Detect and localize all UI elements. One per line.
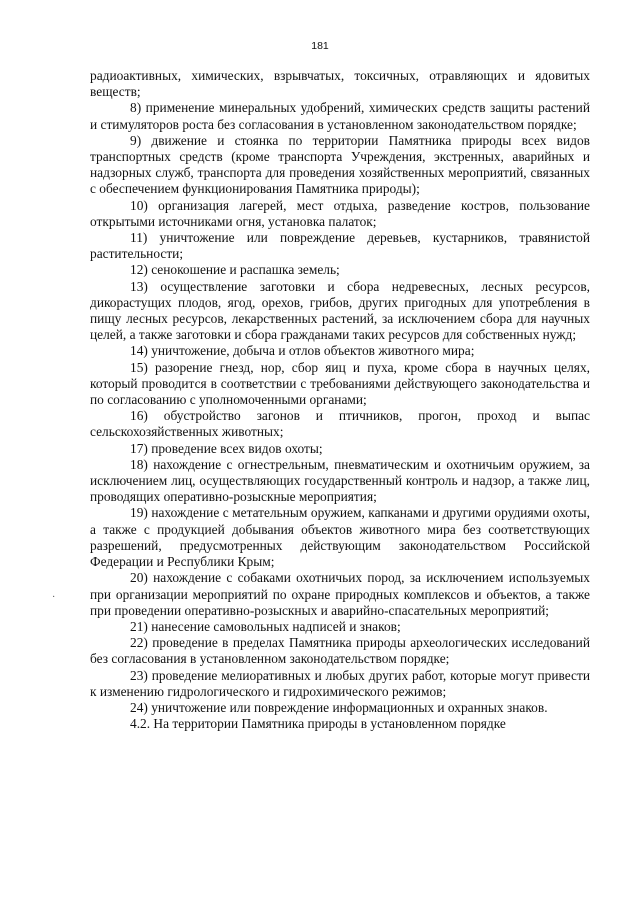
- list-item-11: 11) уничтожение или повреждение деревьев, кустарников, травянистой растительности;: [90, 230, 590, 262]
- paragraph-continuation: радиоактивных, химических, взрывчатых, токсичных, отравляющих и ядовитых веществ;: [90, 68, 590, 100]
- list-item-12: 12) сенокошение и распашка земель;: [130, 262, 340, 278]
- list-item-20: 20) нахождение с собаками охотничьих пород, за исключением используемых при организации мероприятий по охране природных комплексов и объектов, а также при проведении оперативно-розыскных и аварийно-спасательных мероприятий;: [90, 570, 590, 618]
- list-item-13: 13) осуществление заготовки и сбора недревесных, лесных ресурсов, дикорастущих плодов, ягод, орехов, грибов, других пригодных для употребления в пищу лесных ресурсов, лекарственных растений, за исключением сбора для научных целей, а также заготовки и сбора гражданами таких ресурсов для собственных нужд;: [90, 278, 590, 343]
- list-item-24: 24) уничтожение или повреждение информационных и охранных знаков.: [130, 699, 548, 715]
- list-item-8: 8) применение минеральных удобрений, химических средств защиты растений и стимуляторов роста без согласования в установленном законодательством порядке;: [90, 100, 590, 132]
- margin-mark: ·: [52, 592, 56, 603]
- list-item-23: 23) проведение мелиоративных и любых других работ, которые могут привести к изменению гидрологического и гидрохимического режимов;: [90, 667, 590, 699]
- list-item-10: 10) организация лагерей, мест отдыха, разведение костров, пользование открытыми источниками огня, установка палаток;: [90, 197, 590, 229]
- list-item-18: 18) нахождение с огнестрельным, пневматическим и охотничьим оружием, за исключением лиц, осуществляющих государственный контроль и надзор, а также лиц, проводящих оперативно-розыскные мероприятия;: [90, 456, 590, 505]
- list-item-9: 9) движение и стоянка по территории Памятника природы всех видов транспортных средств (кроме транспорта Учреждения, экстренных, аварийных и надзорных служб, транспорта для проведения хозяйственных мероприятий, связанных с обеспечением функционирования Памятника природы);: [90, 132, 590, 197]
- list-item-22: 22) проведение в пределах Памятника природы археологических исследований без согласования в установленном законодательством порядке;: [90, 635, 590, 667]
- list-item-19: 19) нахождение с метательным оружием, капканами и другими орудиями охоты, а также с продукцией добывания объектов животного мира без соответствующих разрешений, предусмотренных действующим законодательством Российской Федерации и Республики Крым;: [90, 505, 590, 570]
- list-item-15: 15) разорение гнезд, нор, сбор яиц и пуха, кроме сбора в научных целях, который проводится в соответствии с требованиями действующего законодательства и по согласованию с уполномоченными органами;: [90, 359, 590, 408]
- page-number: 181: [311, 40, 329, 52]
- list-item-16: 16) обустройство загонов и птичников, прогон, проход и выпас сельскохозяйственных животных;: [90, 408, 590, 440]
- list-item-21: 21) нанесение самовольных надписей и знаков;: [130, 618, 401, 634]
- list-item-17: 17) проведение всех видов охоты;: [130, 440, 323, 456]
- section-4-2-heading: 4.2. На территории Памятника природы в установленном порядке: [130, 716, 506, 732]
- document-body: [90, 68, 590, 732]
- list-item-14: 14) уничтожение, добыча и отлов объектов животного мира;: [130, 343, 475, 359]
